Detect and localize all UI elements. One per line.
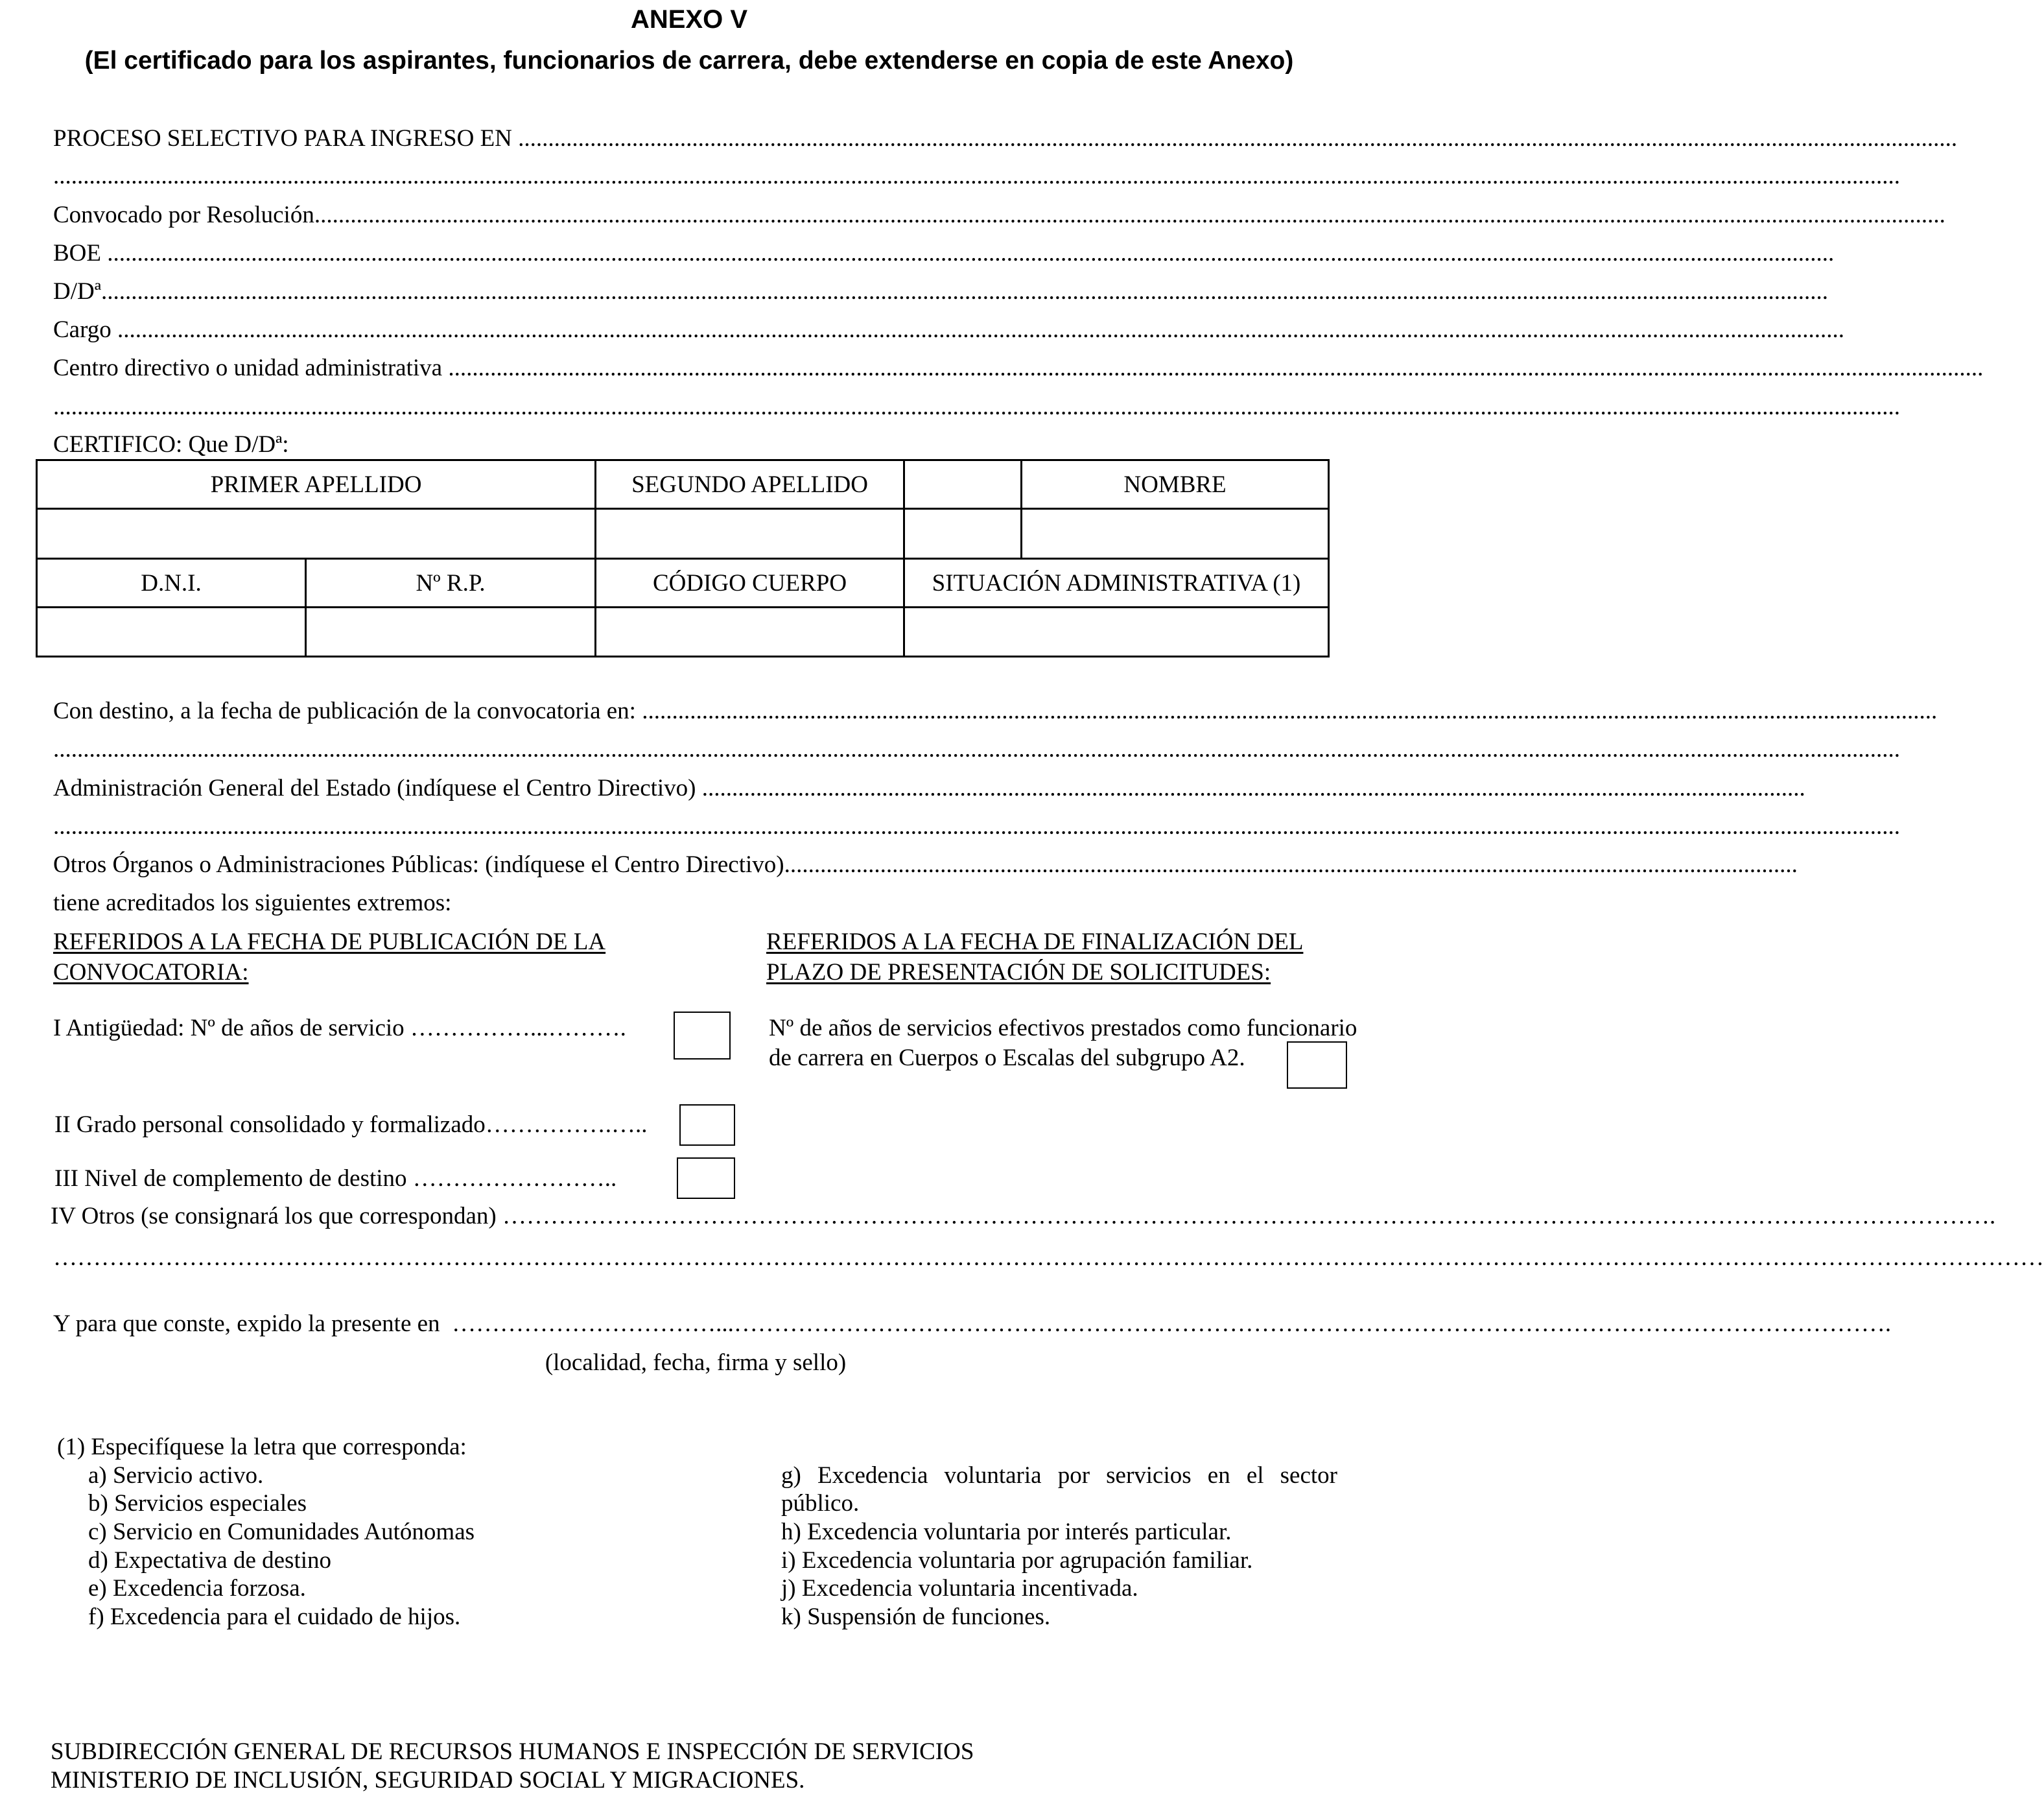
note-d: d) Expectativa de destino (88, 1547, 332, 1574)
centro-label: Centro directivo o unidad administrativa (53, 355, 449, 381)
table-id-input-row (37, 608, 1329, 657)
otros-organos-end: . (1791, 851, 1798, 878)
dotted-line: .................................................................................................................................................................................................................................................................................................................... (53, 394, 1900, 420)
otros-dots: …………………………………………………………………………………………………………………………………………………………………… (502, 1203, 1990, 1229)
dd-field[interactable] (53, 278, 1828, 306)
age-continuation[interactable] (53, 812, 1900, 841)
nombre-input[interactable] (904, 509, 1329, 559)
expido-label: Y para que conste, expido la presente en (53, 1310, 452, 1337)
age-label: Administración General del Estado (indíquese el Centro Directivo) (53, 775, 702, 801)
nrp-input[interactable] (306, 608, 596, 657)
con-destino-continuation[interactable] (53, 735, 1900, 764)
age-field[interactable] (53, 774, 1805, 803)
note-f: f) Excedencia para el cuidado de hijos. (88, 1604, 461, 1630)
codigo-cuerpo-input[interactable] (596, 608, 904, 657)
otros-continuation[interactable] (53, 1244, 2044, 1272)
otros-field[interactable] (51, 1202, 1996, 1231)
note-b: b) Servicios especiales (88, 1490, 307, 1517)
identity-table (36, 459, 1330, 657)
segundo-apellido-header: SEGUNDO APELLIDO (596, 460, 904, 509)
footer-line2: MINISTERIO DE INCLUSIÓN, SEGURIDAD SOCIAL Y MIGRACIONES. (51, 1767, 805, 1794)
dd-dots: ................................................................................................................................................................................................................................................................................................ (100, 278, 1828, 305)
segundo-apellido-input[interactable] (596, 509, 904, 559)
note-h: h) Excedencia voluntaria por interés particular. (781, 1519, 1232, 1545)
servicios-line1: Nº de años de servicios efectivos prestados como funcionario (769, 1015, 1357, 1041)
expido-caption: (localidad, fecha, firma y sello) (545, 1349, 847, 1376)
grado-box[interactable] (679, 1104, 735, 1146)
servicios-box[interactable] (1287, 1041, 1347, 1089)
antiguedad-box[interactable] (674, 1012, 731, 1060)
otros-organos-field[interactable] (53, 851, 1798, 879)
proceso-field[interactable] (53, 124, 1958, 153)
note-g-line2: público. (781, 1490, 860, 1517)
expido-dots: ……………………………...……………………………………………………………………………………………………………………………… (452, 1310, 1885, 1337)
cargo-dots: ................................................................................................................................................................................................................................................................................................ (117, 316, 1845, 343)
referidos-right-line2: PLAZO DE PRESENTACIÓN DE SOLICITUDES: (766, 959, 1271, 986)
notes-heading: (1) Especifíquese la letra que corresponda: (57, 1434, 467, 1460)
note-j: j) Excedencia voluntaria incentivada. (781, 1575, 1138, 1602)
note-e: e) Excedencia forzosa. (88, 1575, 306, 1602)
cargo-label: Cargo (53, 316, 118, 343)
centro-continuation[interactable] (53, 393, 1900, 421)
note-g-line1: g) Excedencia voluntaria por servicios en el sector (781, 1462, 1337, 1489)
codigo-cuerpo-header: CÓDIGO CUERPO (596, 559, 904, 608)
referidos-left-line1: REFERIDOS A LA FECHA DE PUBLICACIÓN DE LA (53, 929, 606, 955)
situacion-input[interactable] (904, 608, 1329, 657)
otros-end: . (1989, 1203, 1996, 1229)
page-title: ANEXO V (630, 5, 748, 34)
grado-label: II Grado personal consolidado y formalizado…………….….. (54, 1111, 648, 1138)
centro-field[interactable] (53, 354, 1984, 383)
antiguedad-label: I Antigüedad: Nº de años de servicio ……………...………. (53, 1015, 626, 1041)
boe-dots: ................................................................................................................................................................................................................................................................................................ (107, 240, 1835, 266)
nombre-input-cell (1020, 508, 1328, 560)
otros-organos-label: Otros Órganos o Administraciones Públicas: (indíquese el Centro Directivo) (53, 851, 784, 878)
nrp-header: Nº R.P. (306, 559, 596, 608)
nivel-label: III Nivel de complemento de destino …………………….. (54, 1165, 617, 1192)
table-name-input-row (37, 509, 1329, 559)
centro-dots: ................................................................................................................................................................................................................................................................ (448, 355, 1984, 381)
note-i: i) Excedencia voluntaria por agrupación familiar. (781, 1547, 1253, 1574)
certifico-label: CERTIFICO: Que D/Dª: (53, 431, 289, 458)
servicios-line2: de carrera en Cuerpos o Escalas del subgrupo A2. (769, 1045, 1245, 1071)
dotted-line: …………………………………………………………………………………………………………………………………………………………………………………………………………………………… (53, 1244, 2044, 1271)
expido-field[interactable] (53, 1310, 1892, 1338)
note-c: c) Servicio en Comunidades Autónomas (88, 1519, 475, 1545)
situacion-header: SITUACIÓN ADMINISTRATIVA (1) (904, 559, 1329, 608)
tiene-acreditados: tiene acreditados los siguientes extremos: (53, 890, 452, 916)
footer-line1: SUBDIRECCIÓN GENERAL DE RECURSOS HUMANOS E INSPECCIÓN DE SERVICIOS (51, 1738, 974, 1765)
note-a: a) Servicio activo. (88, 1462, 264, 1489)
primer-apellido-header: PRIMER APELLIDO (37, 460, 596, 509)
dotted-line: .................................................................................................................................................................................................................................................................................................................... (53, 736, 1900, 763)
con-destino-dots: ........................................................................................................................................................................................................................ (642, 698, 1938, 724)
referidos-right-line1: REFERIDOS A LA FECHA DE FINALIZACIÓN DEL (766, 929, 1304, 955)
nombre-header-text: NOMBRE (1123, 471, 1227, 498)
note-k: k) Suspensión de funciones. (781, 1604, 1051, 1630)
convocado-label: Convocado por Resolución (53, 202, 314, 228)
page-subtitle: (El certificado para los aspirantes, funcionarios de carrera, debe extenderse en copia de este Anexo) (84, 47, 1294, 75)
dni-input[interactable] (37, 608, 306, 657)
dd-label: D/Dª (53, 278, 101, 305)
otros-organos-dots: ........................................................................................................................................................................ (784, 851, 1792, 878)
nombre-header-cell (1020, 459, 1328, 510)
boe-field[interactable] (53, 239, 1835, 268)
nivel-box[interactable] (677, 1157, 735, 1199)
convocado-field[interactable] (53, 201, 1945, 230)
proceso-dots: ................................................................................................................................................................................................................................................ (518, 125, 1958, 152)
table-header-row (37, 460, 1329, 509)
dni-header: D.N.I. (37, 559, 306, 608)
cargo-field[interactable] (53, 316, 1845, 344)
con-destino-field[interactable] (53, 697, 1938, 726)
expido-end: . (1885, 1310, 1892, 1337)
referidos-left-line2: CONVOCATORIA: (53, 959, 249, 986)
dotted-line: .................................................................................................................................................................................................................................................................................................................... (53, 813, 1900, 840)
otros-label: IV Otros (se consignará los que correspondan) (51, 1203, 502, 1229)
table-header-row-2 (37, 559, 1329, 608)
nombre-header (904, 460, 1329, 509)
age-dots: ........................................................................................................................................................................................ (701, 775, 1805, 801)
boe-label: BOE (53, 240, 108, 266)
proceso-continuation[interactable] (53, 162, 1900, 191)
con-destino-label: Con destino, a la fecha de publicación de la convocatoria en: (53, 698, 642, 724)
convocado-dots: ................................................................................................................................................................................................................................................................................ (314, 202, 1945, 228)
proceso-label: PROCESO SELECTIVO PARA INGRESO EN (53, 125, 519, 152)
primer-apellido-input[interactable] (37, 509, 596, 559)
dotted-line: .................................................................................................................................................................................................................................................................................................................... (53, 163, 1900, 189)
